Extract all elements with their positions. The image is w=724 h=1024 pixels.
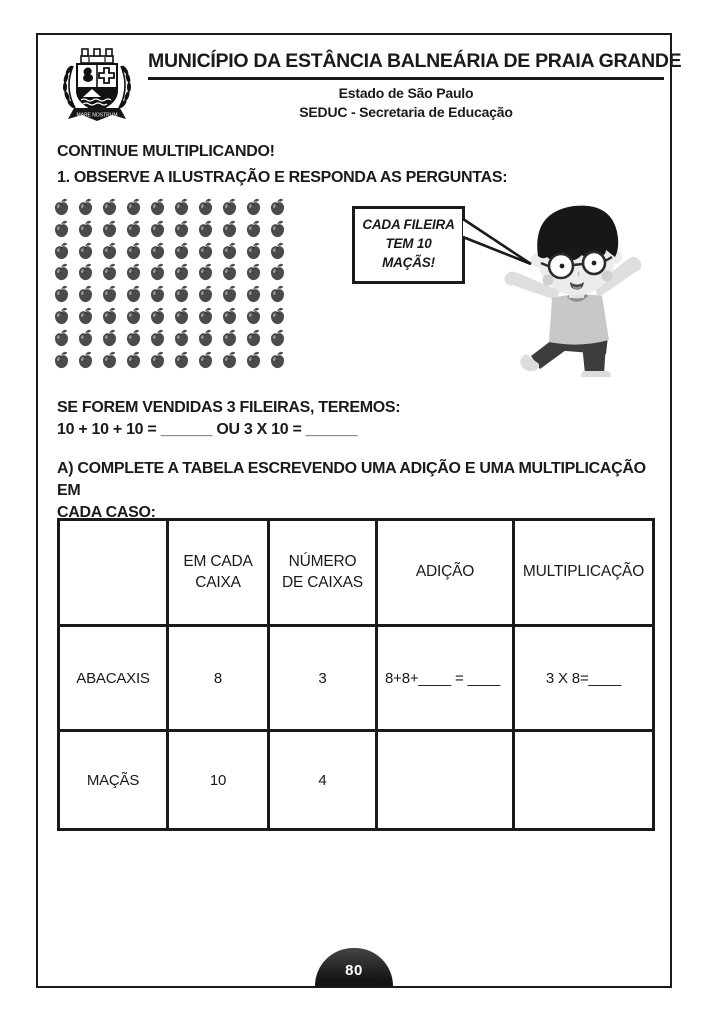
- apple-icon: [101, 242, 118, 261]
- statement-line-1: SE FOREM VENDIDAS 3 FILEIRAS, TEREMOS:: [57, 399, 401, 416]
- apple-icon: [53, 285, 70, 304]
- apple-icon: [101, 198, 118, 217]
- apple-icon: [245, 307, 262, 326]
- apple-icon: [53, 220, 70, 239]
- table-header-cell: ADIÇÃO: [377, 520, 514, 626]
- statement-line-2: 10 + 10 + 10 = ______ OU 3 X 10 = ______: [57, 421, 358, 438]
- apple-icon: [197, 285, 214, 304]
- table-row: [59, 731, 654, 830]
- apple-icon: [221, 329, 238, 348]
- apple-icon: [125, 242, 142, 261]
- apple-icon: [101, 263, 118, 282]
- table-cell: 10: [168, 731, 269, 830]
- apple-icon: [149, 198, 166, 217]
- apple-icon: [221, 198, 238, 217]
- table-cell: 8: [168, 626, 269, 731]
- apple-icon: [77, 263, 94, 282]
- apple-icon: [53, 198, 70, 217]
- results-table: [57, 518, 655, 831]
- apple-icon: [173, 242, 190, 261]
- table-header-cell: NÚMERO DE CAIXAS: [269, 520, 377, 626]
- apple-icon: [77, 242, 94, 261]
- apple-icon: [149, 242, 166, 261]
- apple-icon: [245, 263, 262, 282]
- apple-icon: [53, 263, 70, 282]
- apple-icon: [101, 220, 118, 239]
- coat-of-arms-logo: [52, 44, 142, 130]
- apple-icon: [221, 242, 238, 261]
- apple-icon: [173, 220, 190, 239]
- apple-icon: [245, 285, 262, 304]
- apple-icon: [101, 285, 118, 304]
- table-cell: MAÇÃS: [59, 731, 168, 830]
- apple-icon: [101, 307, 118, 326]
- table-cell: [514, 731, 654, 830]
- table-header-cell: [59, 520, 168, 626]
- table-cell: 3 X 8=____: [514, 626, 654, 731]
- apple-icon: [197, 329, 214, 348]
- apple-icon: [173, 351, 190, 370]
- apple-icon: [149, 285, 166, 304]
- apple-icon: [125, 351, 142, 370]
- apple-icon: [245, 242, 262, 261]
- apple-icon: [53, 329, 70, 348]
- apple-icon: [173, 285, 190, 304]
- apple-icon: [197, 242, 214, 261]
- apple-icon: [173, 198, 190, 217]
- table-cell: 4: [269, 731, 377, 830]
- table-cell: ABACAXIS: [59, 626, 168, 731]
- apple-icon: [269, 263, 286, 282]
- apple-icon: [125, 220, 142, 239]
- apple-icon: [269, 285, 286, 304]
- apple-icon: [125, 198, 142, 217]
- instruction-a-line-1: A) COMPLETE A TABELA ESCREVENDO UMA ADIÇÃO E UMA MULTIPLICAÇÃO EM: [57, 460, 646, 499]
- apple-icon: [245, 198, 262, 217]
- apple-icon: [245, 351, 262, 370]
- apple-icon: [149, 329, 166, 348]
- apple-icon: [221, 263, 238, 282]
- table-cell: [377, 731, 514, 830]
- apple-icon: [269, 198, 286, 217]
- apple-icon: [125, 263, 142, 282]
- table-cell: 3: [269, 626, 377, 731]
- apple-icon: [197, 220, 214, 239]
- apple-icon: [221, 307, 238, 326]
- page-title: MUNICÍPIO DA ESTÂNCIA BALNEÁRIA DE PRAIA GRANDE: [148, 50, 664, 80]
- question-1-text: 1. OBSERVE A ILUSTRAÇÃO E RESPONDA AS PERGUNTAS:: [57, 169, 508, 186]
- apple-icon: [269, 351, 286, 370]
- apple-icon: [101, 329, 118, 348]
- header: [148, 50, 682, 120]
- apple-icon: [53, 242, 70, 261]
- worksheet-heading: CONTINUE MULTIPLICANDO!: [57, 143, 275, 160]
- table-row: [59, 626, 654, 731]
- instruction-a: [57, 458, 663, 524]
- apple-icon: [173, 307, 190, 326]
- apple-icon: [221, 285, 238, 304]
- apple-icon: [125, 285, 142, 304]
- apple-icon: [149, 263, 166, 282]
- speech-bubble: [352, 206, 465, 284]
- apple-icon: [245, 220, 262, 239]
- table-header-cell: MULTIPLICAÇÃO: [514, 520, 654, 626]
- apples-grid: [53, 197, 293, 371]
- apple-icon: [149, 351, 166, 370]
- apple-icon: [77, 285, 94, 304]
- speech-line-2: TEM 10 MAÇÃS!: [382, 235, 435, 270]
- apple-icon: [269, 329, 286, 348]
- apple-icon: [245, 329, 262, 348]
- apple-icon: [173, 263, 190, 282]
- apple-icon: [77, 351, 94, 370]
- table-header-cell: EM CADA CAIXA: [168, 520, 269, 626]
- logo-motto-text: MARE NOSTRUM: [76, 112, 118, 119]
- header-subtitle-state: Estado de São Paulo: [338, 85, 474, 101]
- apple-icon: [125, 307, 142, 326]
- apple-icon: [53, 307, 70, 326]
- apple-icon: [101, 351, 118, 370]
- page-number: 80: [345, 961, 363, 979]
- apple-icon: [77, 220, 94, 239]
- apple-icon: [197, 198, 214, 217]
- apple-icon: [77, 198, 94, 217]
- apple-icon: [269, 307, 286, 326]
- instruction-a-line-2: CADA CASO:: [57, 504, 156, 521]
- apple-icon: [221, 351, 238, 370]
- apple-icon: [125, 329, 142, 348]
- apple-icon: [269, 242, 286, 261]
- table-header-row: [59, 520, 654, 626]
- apple-icon: [173, 329, 190, 348]
- apple-icon: [197, 351, 214, 370]
- apple-icon: [221, 220, 238, 239]
- apple-icon: [197, 263, 214, 282]
- speech-line-1: CADA FILEIRA: [362, 217, 455, 232]
- apple-icon: [149, 307, 166, 326]
- apple-icon: [77, 307, 94, 326]
- header-subtitle-seduc: SEDUC - Secretaria de Educação: [299, 104, 513, 120]
- speech-bubble-pointer: [461, 216, 535, 268]
- apple-icon: [77, 329, 94, 348]
- apple-icon: [269, 220, 286, 239]
- apple-icon: [53, 351, 70, 370]
- table-cell: 8+8+____ = ____: [377, 626, 514, 731]
- apple-icon: [149, 220, 166, 239]
- apple-icon: [197, 307, 214, 326]
